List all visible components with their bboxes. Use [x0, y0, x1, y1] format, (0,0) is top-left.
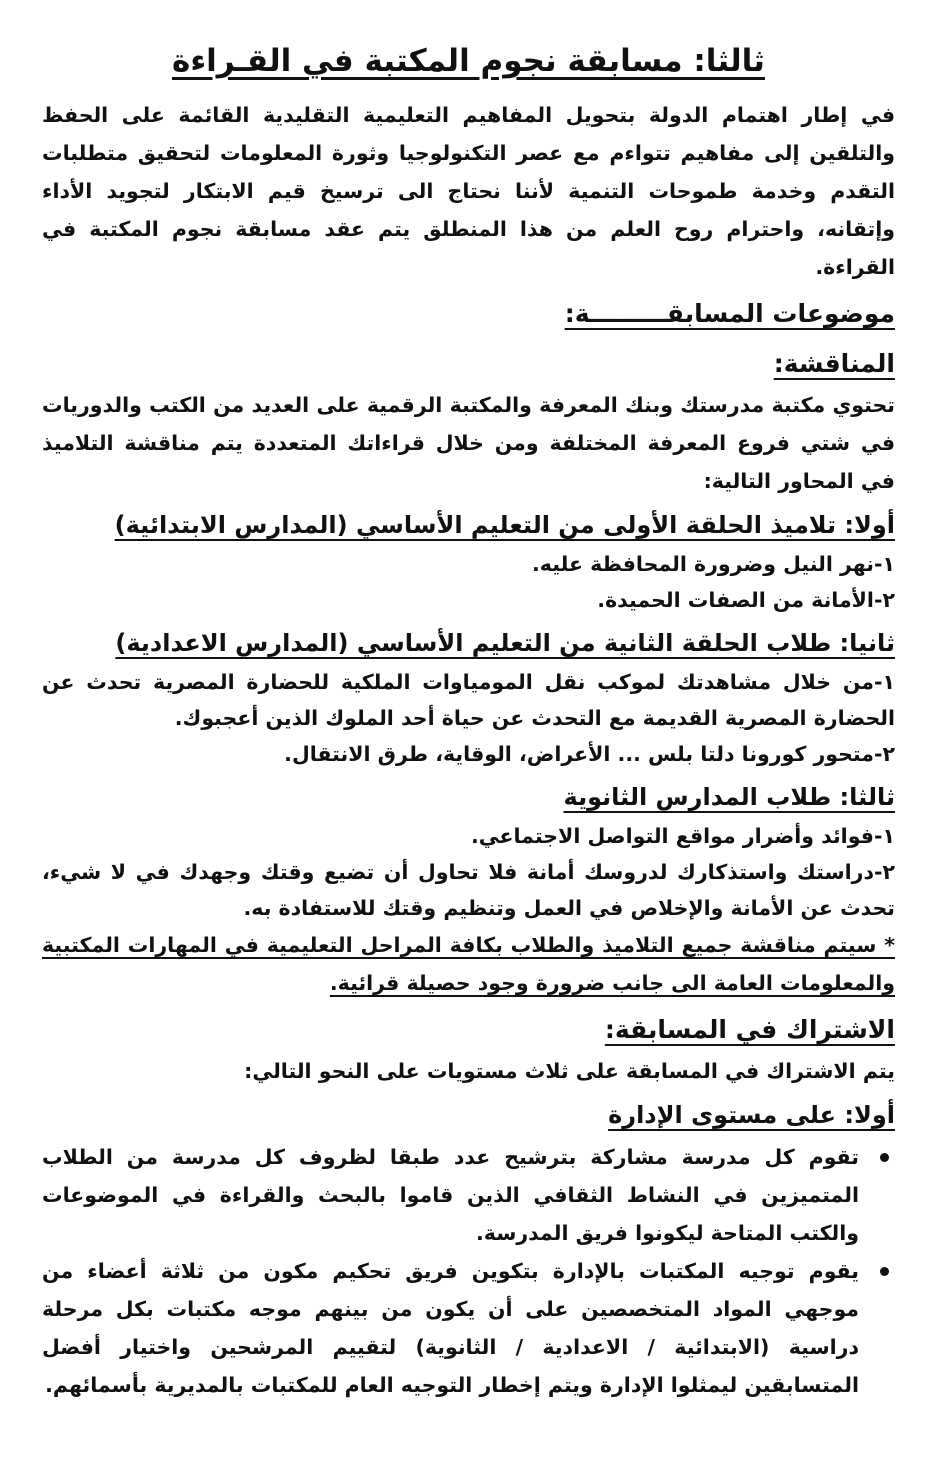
admin-level-bullet-2: يقوم توجيه المكتبات بالإدارة بتكوين فريق تحكيم مكون من ثلاثة أعضاء من موجهي المواد المتخصصين على أن يكون من بينهم موجه مكتبات بكل مرحلة دراسية (الابتدائية / الاعدادية / الثانوية) لتقييم المرشحين واختيار أفضل المتسابقين ليمثلوا الإدارة ويتم إخطار التوجيه العام للمكتبات بالمديرية بأسمائهم. — [42, 1252, 895, 1404]
participation-paragraph: يتم الاشتراك في المسابقة على ثلاث مستويات على النحو التالي: — [244, 1059, 895, 1083]
discussion-paragraph: تحتوي مكتبة مدرستك وبنك المعرفة والمكتبة الرقمية على العديد من الكتب والدوريات في شتي فروع المعرفة المختلفة ومن خلال قراءاتك المتعددة يتم مناقشة التلاميذ في المحاور التالية: — [42, 393, 895, 493]
admin-level-list — [42, 1138, 895, 1404]
level-primary-heading: أولا: تلاميذ الحلقة الأولى من التعليم الأساسي (المدارس الابتدائية) — [114, 511, 895, 539]
discussion-heading: المناقشة: — [773, 349, 895, 378]
admin-level-heading: أولا: على مستوى الإدارة — [608, 1101, 895, 1129]
bullet-dot-icon — [880, 1153, 889, 1162]
level-preparatory-item-2: ٢-متحور كورونا دلتا بلس ... الأعراض، الوقاية، طرق الانتقال. — [284, 742, 895, 766]
topics-heading: موضوعات المسابقـــــــــة: — [564, 299, 895, 328]
level-secondary-heading: ثالثا: طلاب المدارس الثانوية — [563, 783, 895, 811]
level-secondary-item-1: ١-فوائد وأضرار مواقع التواصل الاجتماعي. — [470, 824, 895, 848]
level-preparatory-heading: ثانيا: طلاب الحلقة الثانية من التعليم الأساسي (المدارس الاعدادية) — [115, 629, 895, 657]
participation-heading: الاشتراك في المسابقة: — [604, 1015, 895, 1044]
document-title: ثالثا: مسابقة نجوم المكتبة في القـراءة — [172, 43, 765, 79]
level-secondary — [42, 776, 895, 926]
level-primary-item-1: ١-نهر النيل وضرورة المحافظة عليه. — [532, 552, 895, 576]
discussion-note: * سيتم مناقشة جميع التلاميذ والطلاب بكافة المراحل التعليمية في المهارات المكتبية والمعلومات العامة الى جانب ضرورة وجود حصيلة قرائية. — [42, 933, 895, 995]
admin-level-bullet-1: تقوم كل مدرسة مشاركة بترشيح عدد طبقا لظروف كل مدرسة من الطلاب المتميزين في النشاط الثقافي الذين قاموا بالبحث والقراءة في الموضوعات والكتب المتاحة ليكونوا فريق المدرسة. — [42, 1138, 895, 1252]
level-preparatory-item-1: ١-من خلال مشاهدتك لموكب نقل المومياوات الملكية للحضارة المصرية تحدث عن الحضارة المصرية القديمة مع التحدث عن حياة أحد الملوك الذين أعجبوك. — [42, 670, 895, 730]
bullet-dot-icon — [880, 1267, 889, 1276]
level-primary-item-2: ٢-الأمانة من الصفات الحميدة. — [597, 588, 895, 612]
level-preparatory — [42, 622, 895, 772]
intro-paragraph: في إطار اهتمام الدولة بتحويل المفاهيم التعليمية التقليدية القائمة على الحفظ والتلقين إلى مفاهيم تتواءم مع عصر التكنولوجيا وثورة المعلومات لتحقيق متطلبات التقدم وخدمة طموحات التنمية لأننا نحتاج الى ترسيخ قيم الابتكار لتجويد الأداء وإتقانه، واحترام روح العلم من هذا المنطلق يتم عقد مسابقة نجوم المكتبة في القراءة. — [42, 103, 895, 279]
level-secondary-item-2: ٢-دراستك واستذكارك لدروسك أمانة فلا تحاول أن تضيع وقتك وجهدك في لا شيء، تحدث عن الأمانة والإخلاص في العمل وتنظيم وقتك للاستفادة به. — [42, 860, 895, 920]
level-primary — [42, 504, 895, 618]
